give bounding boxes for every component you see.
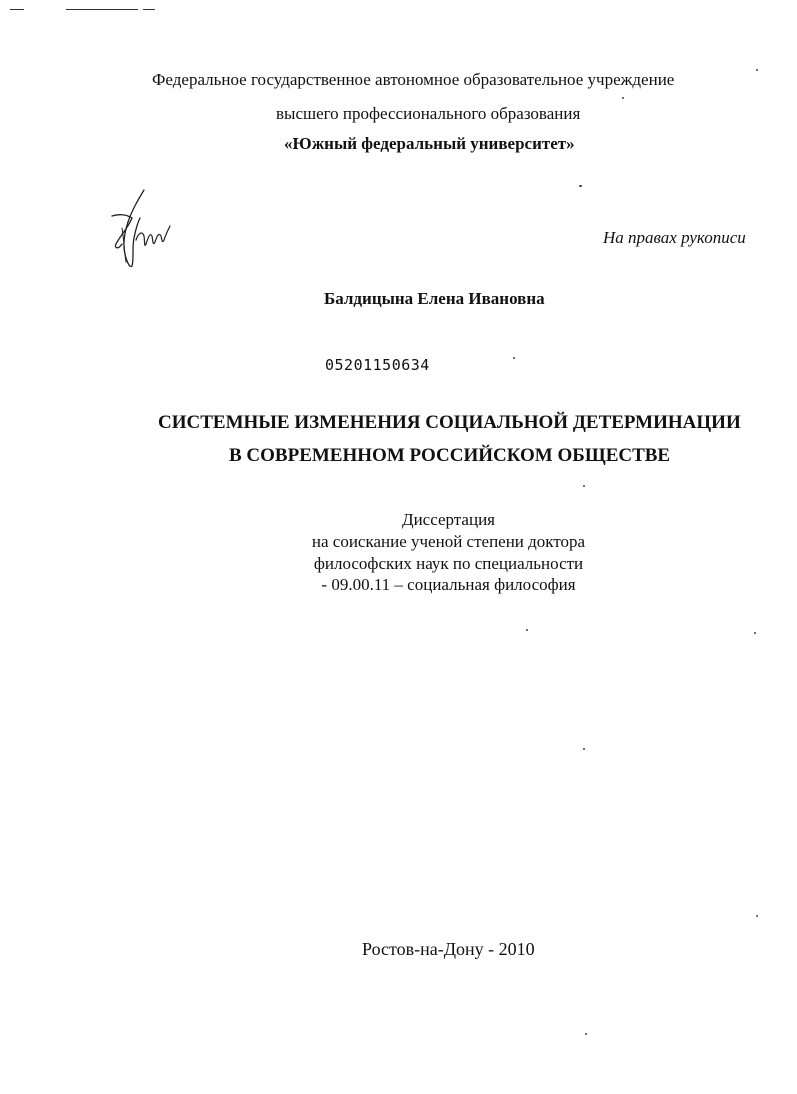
- university-name: «Южный федеральный университет»: [284, 134, 575, 153]
- scan-speck: [756, 915, 758, 917]
- dissertation-specialty: - 09.00.11 – социальная философия: [321, 575, 576, 594]
- scan-speck: [754, 632, 756, 634]
- signature-icon: [108, 188, 174, 270]
- scan-speck: [583, 485, 585, 487]
- top-rule-main: [66, 9, 138, 10]
- manuscript-note: На правах рукописи: [603, 228, 746, 247]
- scan-speck: [513, 357, 515, 359]
- dissertation-label: Диссертация: [401, 510, 495, 529]
- scan-speck: [756, 69, 758, 71]
- institution-line-2: высшего профессионального образования: [276, 104, 581, 123]
- top-rule-left: [10, 9, 24, 10]
- scan-speck: [526, 629, 528, 631]
- dissertation-field: философских наук по специальности: [313, 554, 584, 573]
- author-name: Балдицына Елена Ивановна: [324, 289, 545, 308]
- scan-speck: [579, 185, 582, 187]
- top-rule-right: [143, 9, 155, 10]
- registration-code: 05201150634: [325, 356, 430, 374]
- dissertation-degree: на соискание ученой степени доктора: [311, 532, 586, 551]
- scan-speck: [622, 97, 624, 99]
- scan-speck: [583, 748, 585, 750]
- scan-speck: [585, 1033, 587, 1035]
- city-year: Ростов-на-Дону - 2010: [362, 939, 535, 959]
- institution-line-1: Федеральное государственное автономное образовательное учреждение: [152, 70, 675, 89]
- title-line-2: В СОВРЕМЕННОМ РОССИЙСКОМ ОБЩЕСТВЕ: [229, 445, 671, 466]
- title-line-1: СИСТЕМНЫЕ ИЗМЕНЕНИЯ СОЦИАЛЬНОЙ ДЕТЕРМИНАЦИИ: [158, 412, 741, 433]
